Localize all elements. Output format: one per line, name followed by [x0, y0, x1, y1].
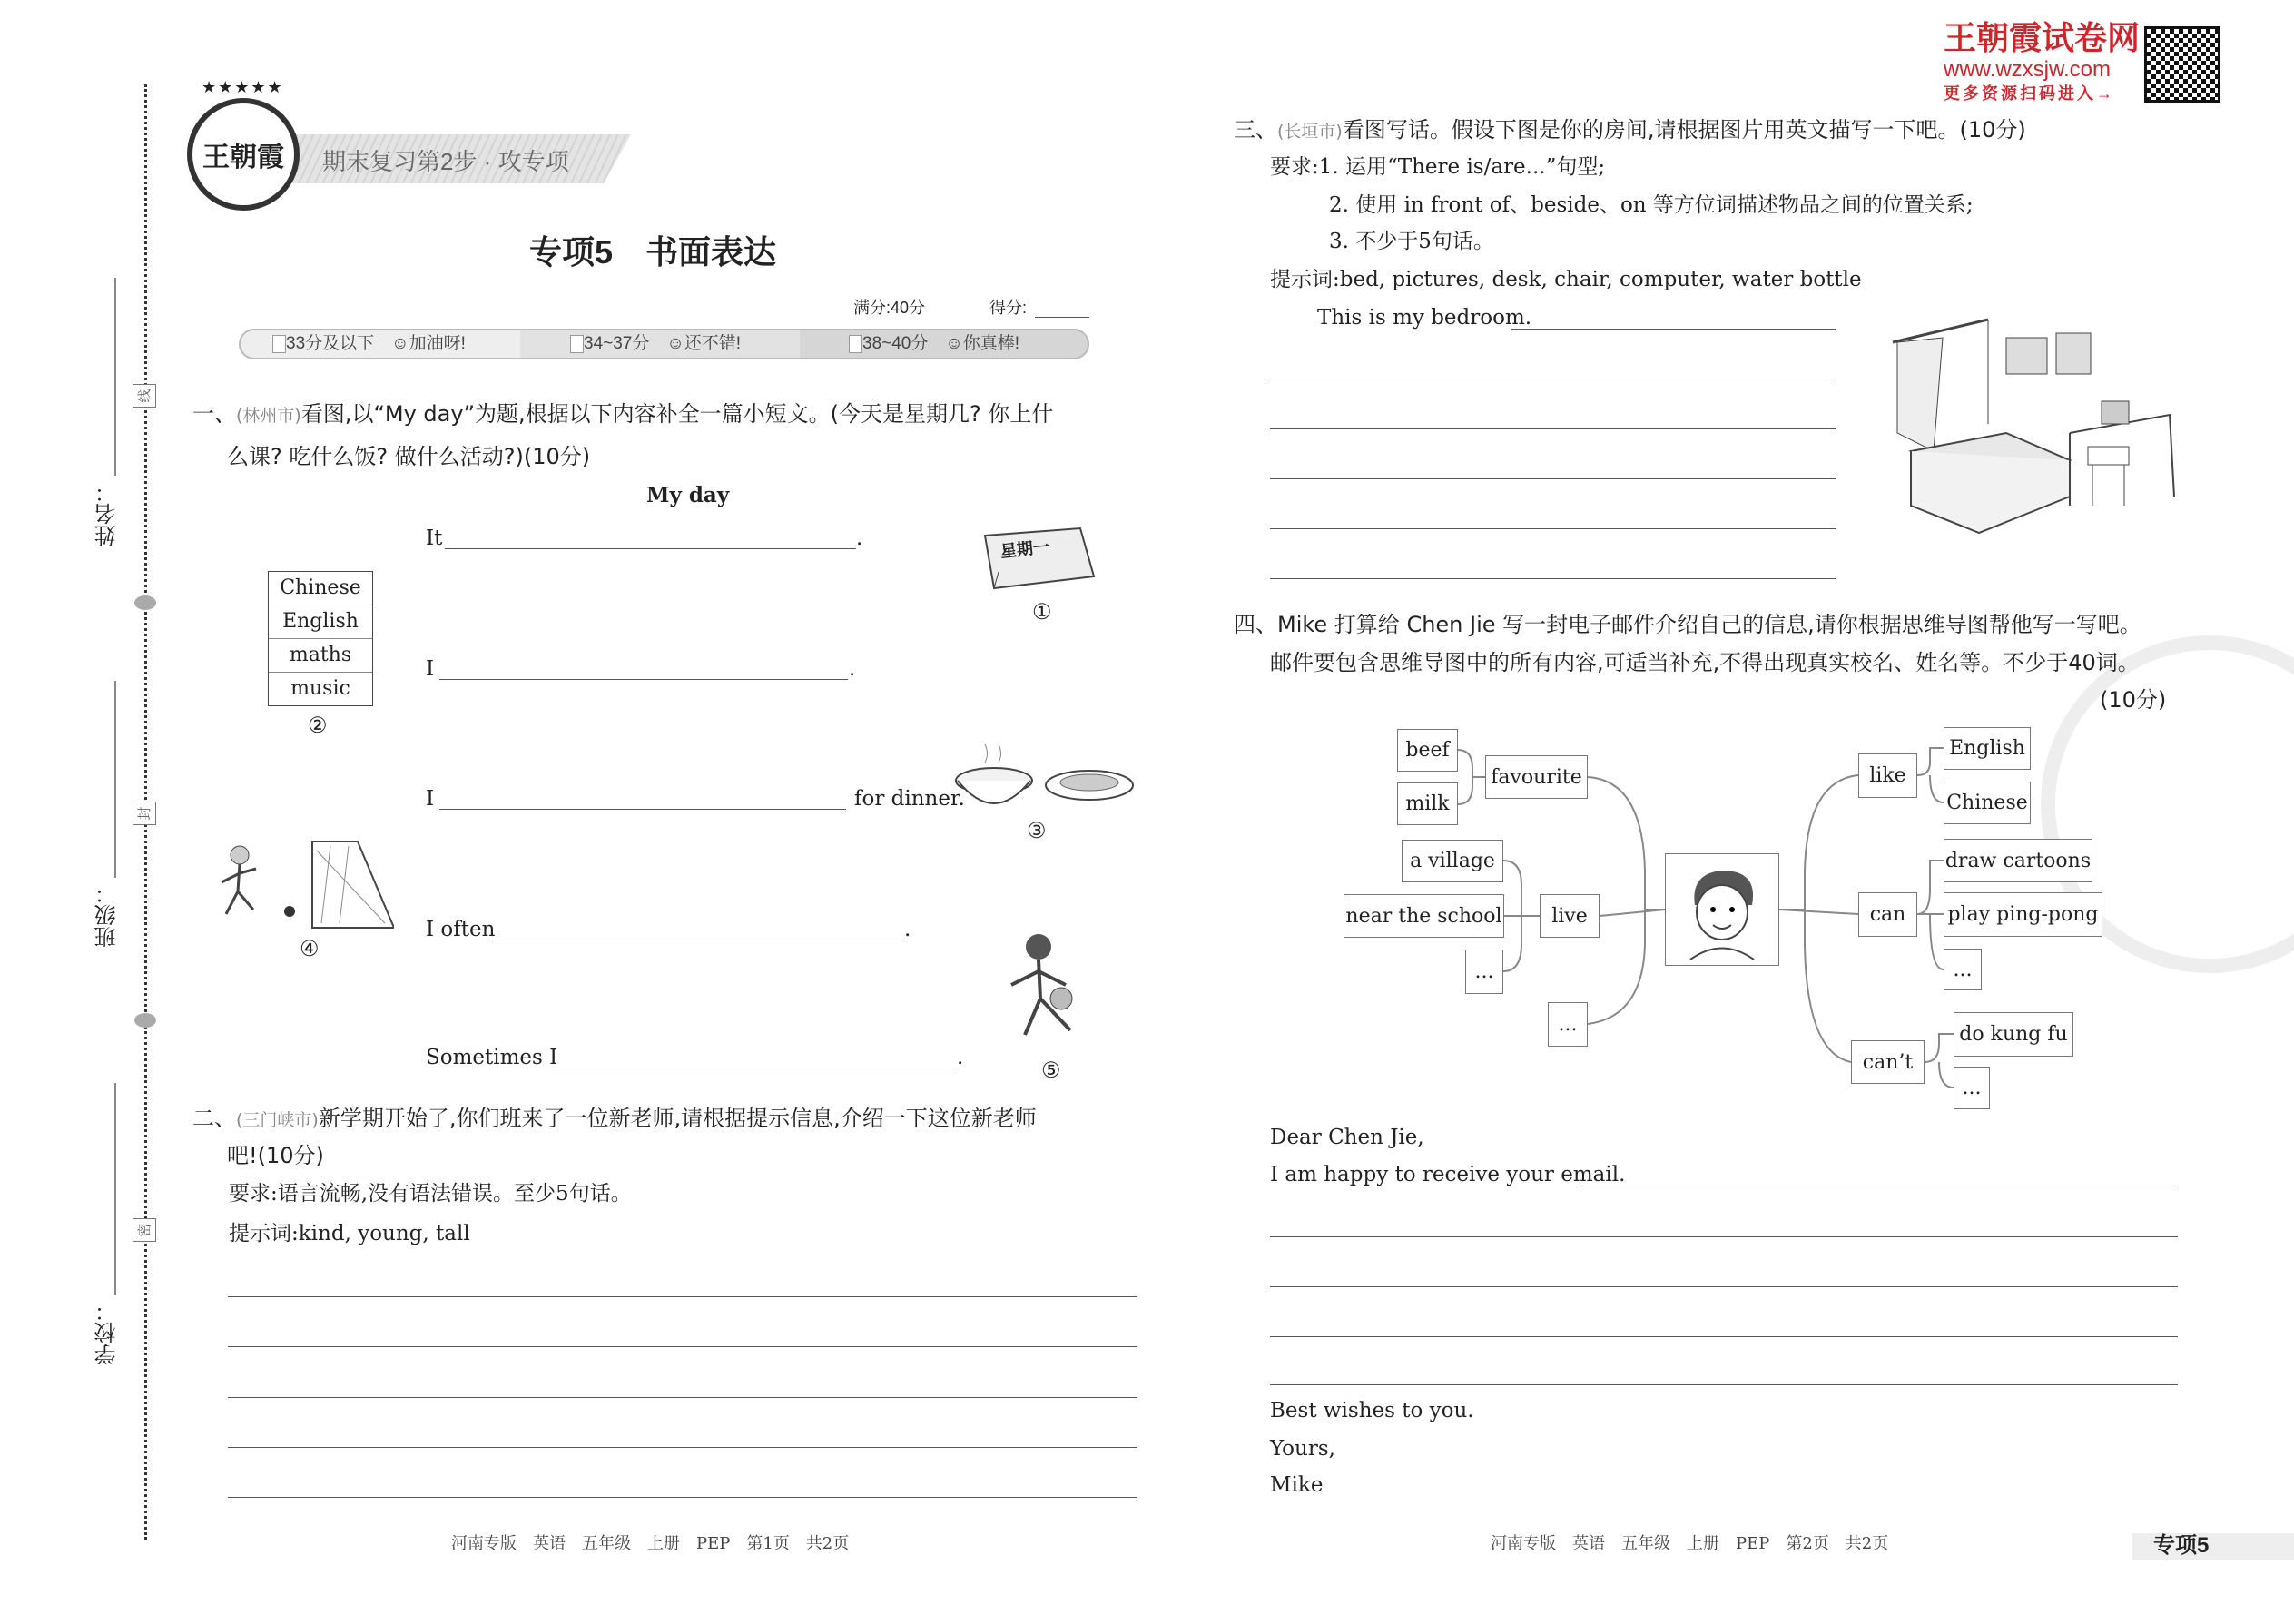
q3-start: This is my bedroom. — [1317, 306, 1532, 330]
seal-char: 线 — [133, 384, 156, 408]
mindmap-node-can: can — [1858, 892, 1917, 937]
pic-number: ⑤ — [1041, 1058, 1061, 1083]
mindmap-node-village: a village — [1402, 840, 1503, 882]
brand-prompt: 更多资源扫码进入→ — [1944, 84, 2115, 103]
sentence-5: Sometimes I — [426, 1046, 558, 1069]
q4-points: (10分) — [2100, 687, 2167, 713]
q1-prefix: 一、 — [192, 401, 236, 427]
writing-line[interactable] — [1270, 1286, 2178, 1287]
sentence-4: I often — [426, 918, 496, 941]
q3-req-2: 2. 使用 in front of、beside、on 等方位词描述物品之间的位置关系; — [1329, 193, 1974, 217]
pic-number: ① — [1032, 599, 1052, 625]
mindmap-node-beef: beef — [1397, 729, 1458, 772]
mindmap-node-milk: milk — [1397, 782, 1458, 825]
band-comment: 加油呀! — [409, 334, 466, 353]
mindmap-node-cant-more: ... — [1954, 1067, 1990, 1109]
q4-prompt-cont: 邮件要包含思维导图中的所有内容,可适当补充,不得出现真实校名、姓名等。不少于40词。 — [1270, 650, 2140, 675]
q3-hints: 提示词:bed, pictures, desk, chair, computer, water bottle — [1270, 268, 1862, 291]
mindmap-node-chinese: Chinese — [1944, 782, 2031, 824]
logo-stars-icon: ★★★★★ — [202, 78, 284, 97]
score-label: 得分: — [989, 299, 1028, 317]
section-tab-label: 专项5 — [2153, 1533, 2210, 1558]
sentence-2: I — [426, 657, 435, 681]
pic-number: ② — [308, 713, 328, 738]
mindmap-node-favourite: favourite — [1485, 755, 1588, 799]
mindmap-node-can-more: ... — [1944, 949, 1982, 990]
banner-text: 期末复习第2步 · 攻专项 — [322, 148, 569, 175]
writing-line[interactable] — [1270, 1336, 2178, 1337]
brand-name: 王朝霞试卷网 — [1944, 19, 2141, 56]
seal-char: 密 — [133, 1218, 156, 1242]
email-closing: Best wishes to you. — [1270, 1399, 1474, 1422]
q2-city: (三门峡市) — [236, 1110, 319, 1130]
subject: Chinese — [269, 572, 372, 605]
q4-prompt: 四、Mike 打算给 Chen Jie 写一封电子邮件介绍自己的信息,请你根据思维导图帮他写一写吧。 — [1234, 612, 2141, 637]
mindmap-node-draw-cartoons: draw cartoons — [1944, 839, 2092, 882]
period: . — [904, 918, 911, 941]
calendar-text: 星期一 — [999, 537, 1050, 561]
q1-city: (林州市) — [236, 406, 301, 426]
band-range: 33分及以下 — [286, 334, 375, 353]
q2-prompt-cont: 吧!(10分) — [227, 1143, 324, 1168]
email-signature: Mike — [1270, 1473, 1324, 1497]
footer-left: 河南专版 英语 五年级 上册 PEP 第1页 共2页 — [451, 1534, 850, 1553]
writing-line[interactable] — [228, 1296, 1137, 1297]
essay-title: My day — [646, 483, 730, 507]
page-title: 专项5 书面表达 — [529, 233, 777, 271]
smiley-icon: ☺ — [391, 334, 409, 353]
seal-char: 封 — [133, 802, 156, 825]
q3-prefix: 三、 — [1234, 117, 1277, 143]
writing-line[interactable] — [1270, 1236, 2178, 1237]
brand-url[interactable]: www.wzxsjw.com — [1944, 57, 2112, 82]
mindmap-center-boy-picture — [1665, 853, 1779, 966]
band-range: 38~40分 — [862, 334, 929, 353]
period: . — [849, 657, 856, 681]
name-label: 姓名： — [94, 481, 120, 546]
q1-prompt-cont: 么课? 吃什么饭? 做什么活动?)(10分) — [227, 444, 591, 469]
footer-right: 河南专版 英语 五年级 上册 PEP 第2页 共2页 — [1491, 1534, 1889, 1553]
band-comment: 你真棒! — [962, 334, 1020, 353]
q3-req-3: 3. 不少于5句话。 — [1329, 230, 1494, 253]
mindmap-node-more: ... — [1548, 1002, 1588, 1047]
writing-line[interactable] — [228, 1447, 1137, 1448]
q3-text: 看图写话。假设下图是你的房间,请根据图片用英文描写一下吧。(10分) — [1342, 117, 2026, 143]
smiley-icon: ☺ — [945, 334, 963, 353]
mindmap-node-cant: can’t — [1851, 1040, 1925, 1084]
writing-line[interactable] — [1270, 1384, 2178, 1385]
writing-line[interactable] — [228, 1497, 1137, 1498]
mindmap-node-ping-pong: play ping-pong — [1944, 892, 2102, 937]
period: . — [957, 1046, 964, 1069]
subject: maths — [269, 639, 372, 673]
email-yours: Yours, — [1270, 1437, 1335, 1461]
q3-req-1: 要求:1. 运用“There is/are...”句型; — [1270, 155, 1606, 179]
q2-requirement: 要求:语言流畅,没有语法错误。至少5句话。 — [229, 1182, 632, 1206]
email-opening: I am happy to receive your email. — [1270, 1163, 1626, 1186]
subject: music — [290, 677, 350, 700]
mindmap-node-live: live — [1540, 894, 1600, 938]
q2-text: 新学期开始了,你们班来了一位新老师,请根据提示信息,介绍一下这位新老师 — [318, 1106, 1037, 1131]
q3-city: (长垣市) — [1277, 122, 1343, 142]
period: . — [856, 527, 863, 550]
sentence-1: It — [426, 527, 443, 550]
writing-line[interactable] — [228, 1346, 1137, 1347]
smiley-icon: ☺ — [666, 334, 684, 353]
mindmap-node-live-more: ... — [1465, 950, 1503, 994]
q1-text: 看图,以“My day”为题,根据以下内容补全一篇小短文。(今天是星期几? 你上什 — [300, 401, 1054, 427]
full-score: 满分:40分 — [853, 299, 926, 317]
writing-line[interactable] — [228, 1397, 1137, 1398]
logo-text: 王朝霞 — [202, 142, 284, 173]
mindmap-node-school: near the school — [1344, 894, 1504, 938]
email-greeting: Dear Chen Jie, — [1270, 1126, 1424, 1149]
band-range: 34~37分 — [584, 334, 650, 353]
sentence-3: I — [426, 787, 435, 811]
pic-number: ④ — [300, 936, 320, 961]
q2-hints: 提示词:kind, young, tall — [229, 1222, 470, 1245]
class-label: 班级： — [94, 882, 120, 948]
mindmap-node-kung-fu: do kung fu — [1954, 1012, 2073, 1057]
sentence-3-end: for dinner. — [854, 787, 965, 811]
mindmap-node-like: like — [1858, 753, 1917, 798]
subject: English — [269, 605, 372, 639]
q2-prefix: 二、 — [192, 1106, 236, 1131]
band-comment: 还不错! — [684, 334, 742, 353]
pic-number: ③ — [1027, 818, 1047, 843]
mindmap-node-english: English — [1944, 727, 2031, 770]
school-label: 学校： — [94, 1300, 120, 1365]
